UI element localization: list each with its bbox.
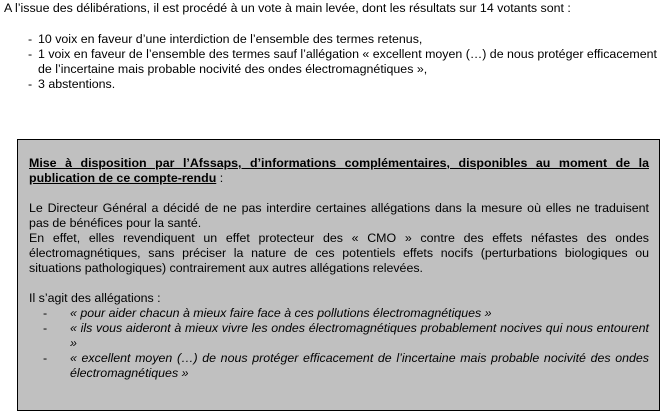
vote-result-item	[28, 32, 664, 47]
box-heading-line	[29, 156, 649, 186]
spacer	[29, 186, 649, 201]
list-dash: -	[43, 321, 48, 335]
information-box	[17, 139, 660, 411]
vote-result-text: 10 voix en faveur d’une interdiction de l’ensemble des termes retenus,	[38, 32, 423, 46]
list-dash: -	[28, 32, 33, 46]
box-paragraph-decision: Le Directeur Général a décidé de ne pas interdire certaines allégations dans la mesure où elles ne traduisent pas de bénéfices pour la santé.	[29, 201, 649, 230]
spacer	[29, 276, 649, 291]
list-dash: -	[43, 306, 48, 320]
allegation-text: « excellent moyen (…) de nous protéger efficacement de l’incertaine mais probable nocivité des ondes électromagnétiques »	[70, 351, 649, 380]
intro-text: A l’issue des délibérations, il est procédé à un vote à main levée, dont les résultats sur 14 votants sont :	[4, 1, 571, 15]
vote-result-text: 3 abstentions.	[38, 77, 116, 91]
list-dash: -	[28, 47, 33, 61]
allegations-list	[29, 306, 649, 381]
box-paragraph-allegations-intro: Il s’agit des allégations :	[29, 291, 161, 305]
box-heading-suffix: :	[216, 171, 224, 185]
list-dash: -	[43, 351, 48, 365]
vote-result-item	[28, 47, 664, 77]
allegation-item	[29, 321, 649, 351]
vote-results-list	[28, 32, 664, 92]
box-heading: Mise à disposition par l’Afssaps, d’informations complémentaires, disponibles au moment de la publication de ce compte-rendu	[29, 156, 649, 185]
allegation-text: « ils vous aideront à mieux vivre les ondes électromagnétiques probablement nocives qui nous entourent »	[70, 321, 649, 350]
list-dash: -	[28, 77, 33, 91]
allegation-item	[29, 351, 649, 381]
vote-result-text: 1 voix en faveur de l’ensemble des termes sauf l’allégation « excellent moyen (…) de nous protéger efficacement de l’incertaine mais probable nocivité des ondes électromagnétiques »,	[38, 47, 657, 76]
allegation-item	[29, 306, 649, 321]
information-box-content	[29, 156, 649, 381]
allegation-text: « pour aider chacun à mieux faire face à ces pollutions électromagnétiques »	[70, 306, 492, 320]
box-paragraph-effect: En effet, elles revendiquent un effet protecteur des « CMO » contre des effets néfastes des ondes électromagnétiques, sans préciser la nature de ces potentiels effets nocifs (perturbations biologiques ou situations pathologiques) contrairement aux autres allégations relevées.	[29, 231, 649, 275]
vote-result-item	[28, 77, 664, 92]
